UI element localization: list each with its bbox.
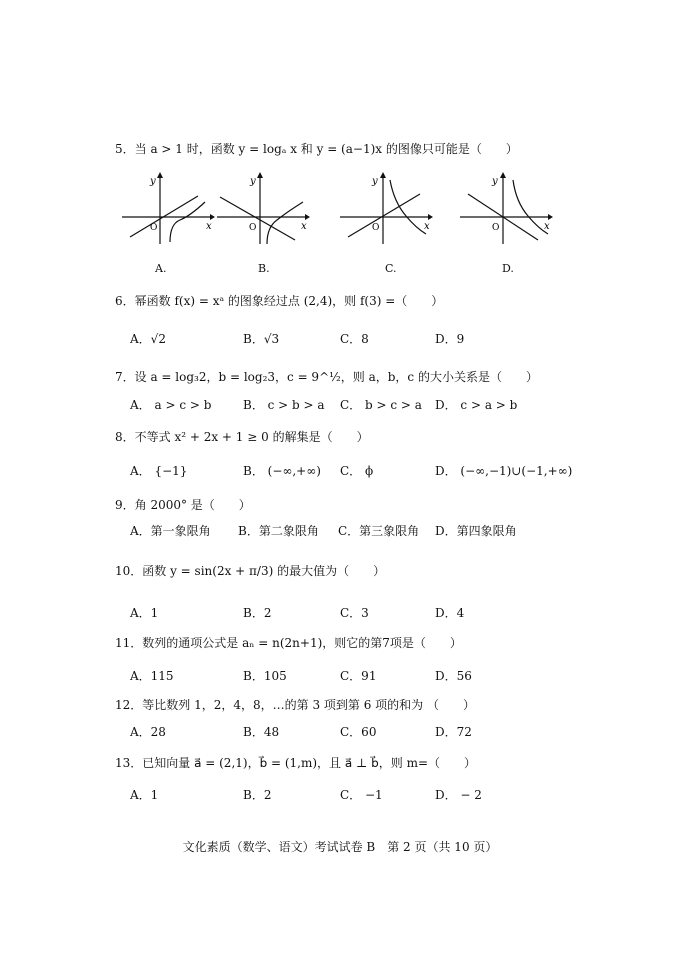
q13-option-b: B．2 (243, 788, 272, 802)
graph-a-y-label: y (150, 176, 156, 187)
q9-option-b: B．第二象限角 (238, 524, 319, 538)
q11-option-d: D．56 (435, 669, 472, 683)
graph-c-y-label: y (372, 176, 378, 187)
q9-option-c: C．第三象限角 (338, 524, 420, 538)
q6-option-b: B．√3 (243, 332, 280, 346)
question-11-text: 11．数列的通项公式是 aₙ = n(2n+1)，则它的第7项是（ ） (115, 636, 462, 650)
graph-d-origin: O (492, 223, 500, 233)
q8-option-a: A． {−1} (130, 464, 188, 478)
question-10-text: 10．函数 y = sin(2x + π/3) 的最大值为（ ） (115, 564, 386, 578)
page-footer: 文化素质（数学、语文）考试试卷 B 第 2 页（共 10 页） (182, 840, 498, 854)
graph-c-origin: O (372, 223, 380, 233)
q9-option-a: A．第一象限角 (130, 524, 211, 538)
q12-option-d: D．72 (435, 725, 472, 739)
q11-option-b: B．105 (243, 669, 287, 683)
q7-option-c: C． b > c > a (340, 398, 422, 412)
q9-option-d: D．第四象限角 (435, 524, 517, 538)
q7-option-a: A． a > c > b (130, 398, 212, 412)
q13-option-c: C． −1 (340, 788, 383, 802)
q10-option-d: D．4 (435, 606, 465, 620)
q11-option-c: C．91 (340, 669, 377, 683)
graph-b-label: B. (258, 262, 270, 275)
graph-d-y-label: y (492, 176, 498, 187)
q10-option-b: B．2 (243, 606, 272, 620)
graph-a (120, 172, 215, 247)
q7-option-d: D． c > a > b (435, 398, 518, 412)
graph-d-label: D. (502, 262, 514, 275)
question-9-text: 9．角 2000° 是（ ） (115, 498, 251, 512)
question-8-text: 8．不等式 x² + 2x + 1 ≥ 0 的解集是（ ） (115, 430, 369, 444)
graph-c (338, 172, 433, 247)
graph-c-x-label: x (424, 221, 430, 232)
graph-c-label: C. (385, 262, 397, 275)
graph-d (458, 172, 553, 247)
question-6-text: 6．幂函数 f(x) = xᵃ 的图象经过点 (2,4)，则 f(3) =（ ） (115, 294, 444, 308)
graph-a-label: A. (155, 262, 167, 275)
q6-option-c: C．8 (340, 332, 369, 346)
q8-option-c: C． ϕ (340, 464, 374, 478)
graph-d-x-label: x (544, 221, 550, 232)
q10-option-a: A．1 (130, 606, 159, 620)
q13-option-a: A．1 (130, 788, 159, 802)
question-12-text: 12．等比数列 1，2，4，8，…的第 3 项到第 6 项的和为 （ ） (115, 698, 475, 712)
q12-option-b: B．48 (243, 725, 280, 739)
q12-option-c: C．60 (340, 725, 377, 739)
q6-option-d: D．9 (435, 332, 465, 346)
q7-option-b: B． c > b > a (243, 398, 325, 412)
q6-option-a: A．√2 (130, 332, 166, 346)
graph-b-x-label: x (301, 221, 307, 232)
q13-option-d: D． − 2 (435, 788, 482, 802)
graph-a-x-label: x (206, 221, 212, 232)
question-7-text: 7．设 a = log₃2，b = log₂3，c = 9^½，则 a，b，c 的大小关系是（ ） (115, 370, 538, 384)
question-13-text: 13．已知向量 a⃗ = (2,1)，b⃗ = (1,m)，且 a⃗ ⊥ b⃗，则 m=（ ） (115, 756, 477, 770)
q11-option-a: A．115 (130, 669, 174, 683)
q8-option-b: B． (−∞,+∞) (243, 464, 321, 478)
graph-b-y-label: y (250, 176, 256, 187)
graph-a-origin: O (150, 223, 158, 233)
graph-b-origin: O (249, 223, 257, 233)
q12-option-a: A．28 (130, 725, 166, 739)
q10-option-c: C．3 (340, 606, 369, 620)
q8-option-d: D． (−∞,−1)∪(−1,+∞) (435, 464, 573, 478)
graph-b (215, 172, 310, 247)
question-5-text: 5．当 a > 1 时，函数 y = logₐ x 和 y = (a−1)x 的图像只可能是（ ） (115, 142, 518, 156)
